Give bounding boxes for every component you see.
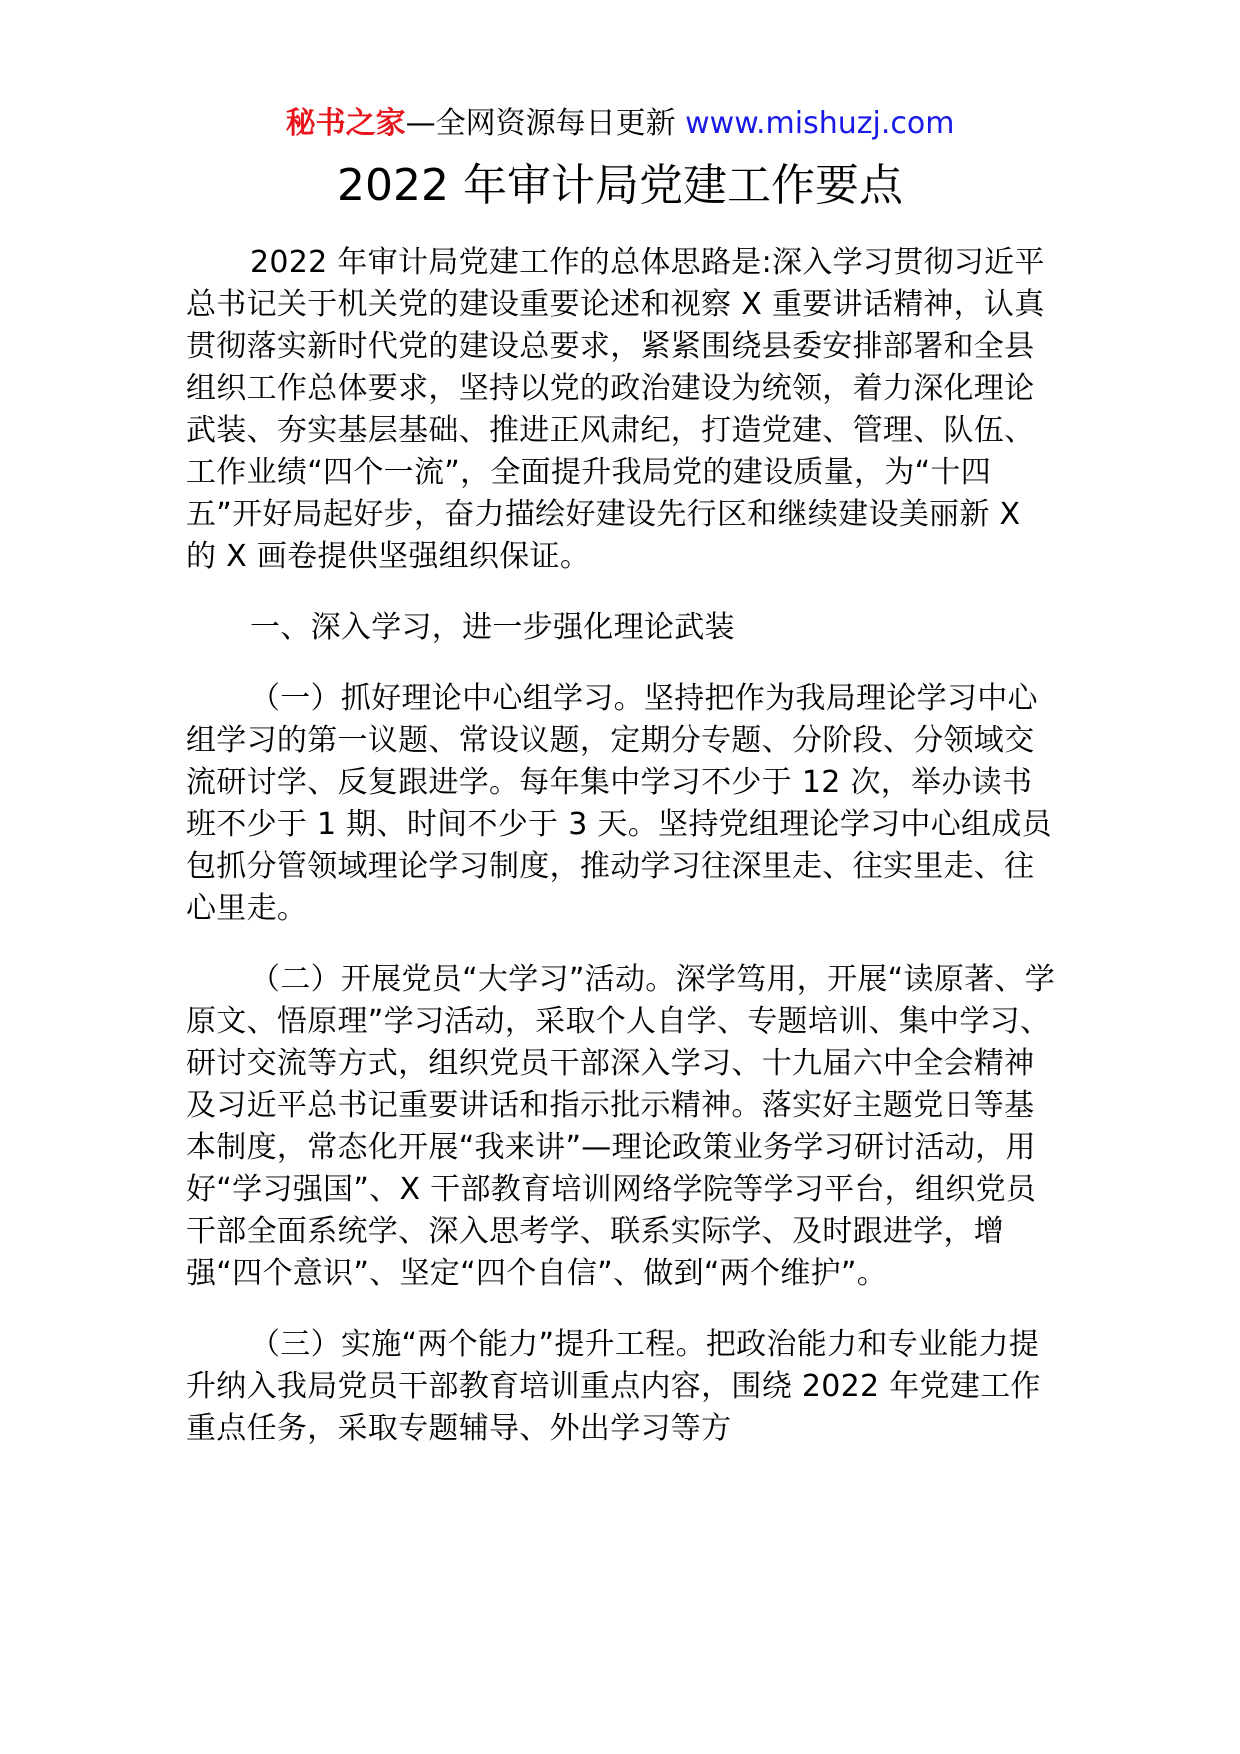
paragraph-item-3: （三）实施“两个能力”提升工程。把政治能力和专业能力提升纳入我局党员干部教育培训重点内容，围绕 2022 年党建工作重点任务，采取专题辅导、外出学习等方 [186,1327,1041,1446]
document-title: 2022 年审计局党建工作要点 [337,160,903,211]
paragraph-item-2: （二）开展党员“大学习”活动。深学笃用，开展“读原著、学原文、悟原理”学习活动，采取个人自学、专题培训、集中学习、研讨交流等方式，组织党员干部深入学习、十九届六中全会精神及习近平总书记重要讲话和指示批示精神。落实好主题党日等基本制度，常态化开展“我来讲”—理论政策业务学习研讨活动，用好“学习强国”、X 干部教育培训网络学院等学习平台，组织党员干部全面系统学、深入思考学、联系实际学、及时跟进学，增强“四个意识”、坚定“四个自信”、做到“两个维护”。 [186,962,1056,1291]
paragraph-overview: 2022 年审计局党建工作的总体思路是:深入学习贯彻习近平总书记关于机关党的建设重要论述和视察 X 重要讲话精神，认真贯彻落实新时代党的建设总要求，紧紧围绕县委安排部署和全县组织工作总体要求，坚持以党的政治建设为统领，着力深化理论武装、夯实基层基础、推进正风肃纪，打造党建、管理、队伍、工作业绩“四个一流”，全面提升我局党的建设质量，为“十四五”开好局起好步，奋力描绘好建设先行区和继续建设美丽新 X 的 X 画卷提供坚强组织保证。 [186,245,1045,574]
document-body [186,242,1056,1450]
section-heading-1: 一、深入学习，进一步强化理论武装 [250,610,735,645]
header-tagline: —全网资源每日更新 [405,106,686,141]
site-header [0,100,1240,148]
site-url-link[interactable]: www.mishuzj.com [685,106,955,141]
brand-name: 秘书之家 [285,106,406,141]
paragraph-item-1: （一）抓好理论中心组学习。坚持把作为我局理论学习中心组学习的第一议题、常设议题，定期分专题、分阶段、分领域交流研讨学、反复跟进学。每年集中学习不少于 12 次，举办读书班不少于 1 期、时间不少于 3 天。坚持党组理论学习中心组成员包抓分管领域理论学习制度，推动学习往深里走、往实里走、往心里走。 [186,681,1052,926]
